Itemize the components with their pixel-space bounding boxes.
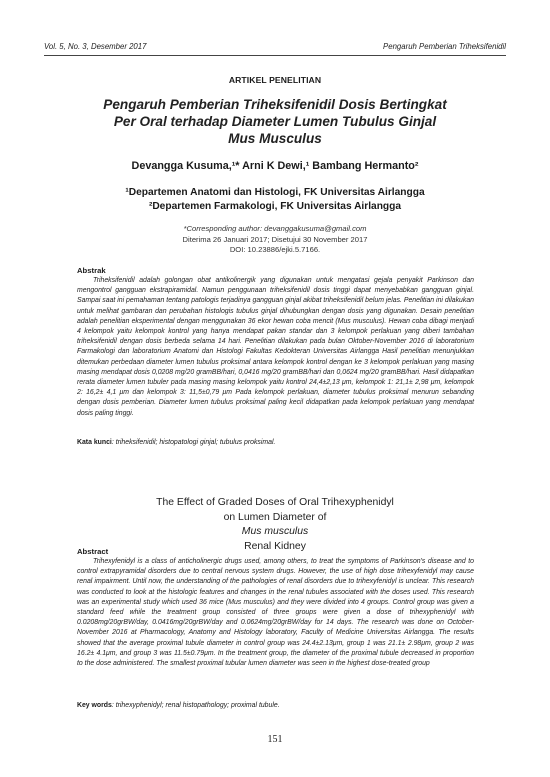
author-list: Devangga Kusuma,¹* Arni K Dewi,¹ Bambang Hermanto² bbox=[131, 160, 419, 172]
title-line-3: Mus Musculus bbox=[228, 131, 322, 146]
english-title-line-1: The Effect of Graded Doses of Oral Trihexyphenidyl bbox=[156, 497, 394, 508]
english-title bbox=[44, 496, 506, 554]
abstract-heading: Abstract bbox=[77, 547, 109, 556]
abstrak-heading: Abstrak bbox=[77, 266, 106, 275]
abstrak-body: Triheksifenidil adalah golongan obat antikolinergik yang digunakan untuk mengatasi gejala penyakit Parkinson dan mengontrol gangguan ekstrapiramidal. Namun penggunaan triheksifenidil dosis tinggi dapat menyebabkan gangguan ginjal. Sampai saat ini pemahaman tentang patologis terjadinya gangguan ginjal akibat triheksifenidil belum jelas. Penelitian ini dilakukan untuk melihat gambaran dan perubahan histologis tubulus ginjal dihubungkan dengan dosis yang digunakan. Desain penelitian adalah penelitian eksperimental dengan menggunakan 36 ekor hewan coba mencit (Mus musculus). Hewan coba dibagi menjadi 4 kelompok yaitu kelompok kontrol yang hanya mendapat pakan standar dan 3 kelompok perlakuan yang diberi tambahan triheksifenidil dengan dosis berbeda selama 14 hari. Penelitian dilakukan pada bulan Oktober-November 2016 di laboratorium Farmakologi dan laboratorium Anatomi dan Histologi Fakultas Kedokteran Universitas Airlangga Hasil penelitian menunjukkan ditemukan perbedaan diameter lumen tubulus proksimal antara kelompok kontrol dengan ke 3 kelompok perlakuan yang masing masing mendapat dosis 0,0208 mg/20 gramBB/hari, 0,0416 mg/20 gramBB/hari dan 0,0624 mg/20 gramBB/hari. Hasil didapatkan rerata diameter lumen tubuler pada masing masing kelompok yaitu kontrol 24,4±2,13 μm, kelompok 1: 21,1± 2,98 μm, kelompok 2: 16,2± 4,1 μm dan kelompok 3: 11,5±0,79 μm Pada kelompok perlakuan, diameter tubulus proksimal menurun sebanding dengan dosis pemberian. Diameter lumen tubulus proksimal paling kecil didapatkan pada kelompok perlakuan yang mendapat dosis paling tinggi. bbox=[77, 277, 474, 417]
abstrak-keywords bbox=[77, 438, 474, 448]
title-line-1: Pengaruh Pemberian Triheksifenidil Dosis Bertingkat bbox=[103, 97, 447, 112]
page-number: 151 bbox=[267, 734, 283, 745]
title-line-2: Per Oral terhadap Diameter Lumen Tubulus Ginjal bbox=[113, 114, 437, 129]
affiliation-1: ¹Departemen Anatomi dan Histologi, FK Universitas Airlangga bbox=[125, 187, 425, 198]
submission-dates: Diterima 26 Januari 2017; Disetujui 30 November 2017 bbox=[182, 234, 368, 244]
abstract-keywords bbox=[77, 701, 474, 711]
doi-link[interactable]: DOI: 10.23886/ejki.5.7166. bbox=[229, 245, 321, 254]
key-words-text: : trihexyphenidyl; renal histopathology; proximal tubule. bbox=[111, 702, 280, 709]
english-title-line-2 bbox=[44, 511, 506, 555]
corresponding-author: *Corresponding author: devanggakusuma@gmail.com bbox=[183, 224, 367, 233]
running-header-volume: Vol. 5, No. 3, Desember 2017 bbox=[44, 42, 147, 51]
affiliation-2: ²Departemen Farmakologi, FK Universitas Airlangga bbox=[148, 201, 402, 212]
english-title-line-2-post: Renal Kidney bbox=[244, 540, 306, 552]
article-title bbox=[44, 96, 506, 147]
kata-kunci-label: Kata kunci bbox=[77, 439, 112, 446]
english-title-species: Mus musculus bbox=[241, 526, 309, 537]
running-header-title: Pengaruh Pemberian Triheksifenidil bbox=[383, 42, 506, 51]
english-title-line-2-pre: on Lumen Diameter of bbox=[223, 511, 327, 523]
key-words-label: Key words bbox=[77, 702, 112, 709]
affiliations bbox=[44, 186, 506, 214]
article-meta bbox=[44, 224, 506, 256]
header-divider bbox=[44, 55, 506, 56]
kata-kunci-text: : triheksifenidil; histopatologi ginjal; tubulus proksimal. bbox=[111, 439, 276, 446]
abstract-body: Trihexyfenidyl is a class of anticholinergic drugs used, among others, to treat the symptoms of Parkinson's disease and to control extrapyramidal disorders due to central nervous system drugs. However, the use of high dose trihexyfenidyl may cause renal impairment. Until now, the understanding of the pathologies of renal disorders due to trihexyfenidyl is unclear. This research was conducted to look at the histologic features and changes in the renal tubules associated with the doses used. This research was an experimental study which used 36 mice (Mus musculus) and they were divided into 4 groups. Control group was given a standard feed while the treatment group consisted of three groups were given a dose of trihexyphenidyl with 0.0208mg/20grBW/day, 0.0416mg/20grBW/day and 0.0624mg/20grBW/day for 14 days. The research was done on October-November 2016 at Pharmacology, Anatomy and Histology laboratory, Faculty of Medicine Universitas Airlangga. The results showed that the average proximal tubule diameter in control group was 24.4±2.13μm, group 1 was 21.1± 2.98μm, group 2 was 16.2± 4.1μm, and group 3 was 11.5±0.79μm. In the treatment group, the diameter of the proximal tubule decreased in proportion to the dose administered. The smallest proximal tubular lumen diameter was seen in the highest dose-treated group bbox=[77, 558, 474, 668]
article-type-label: ARTIKEL PENELITIAN bbox=[228, 75, 322, 85]
